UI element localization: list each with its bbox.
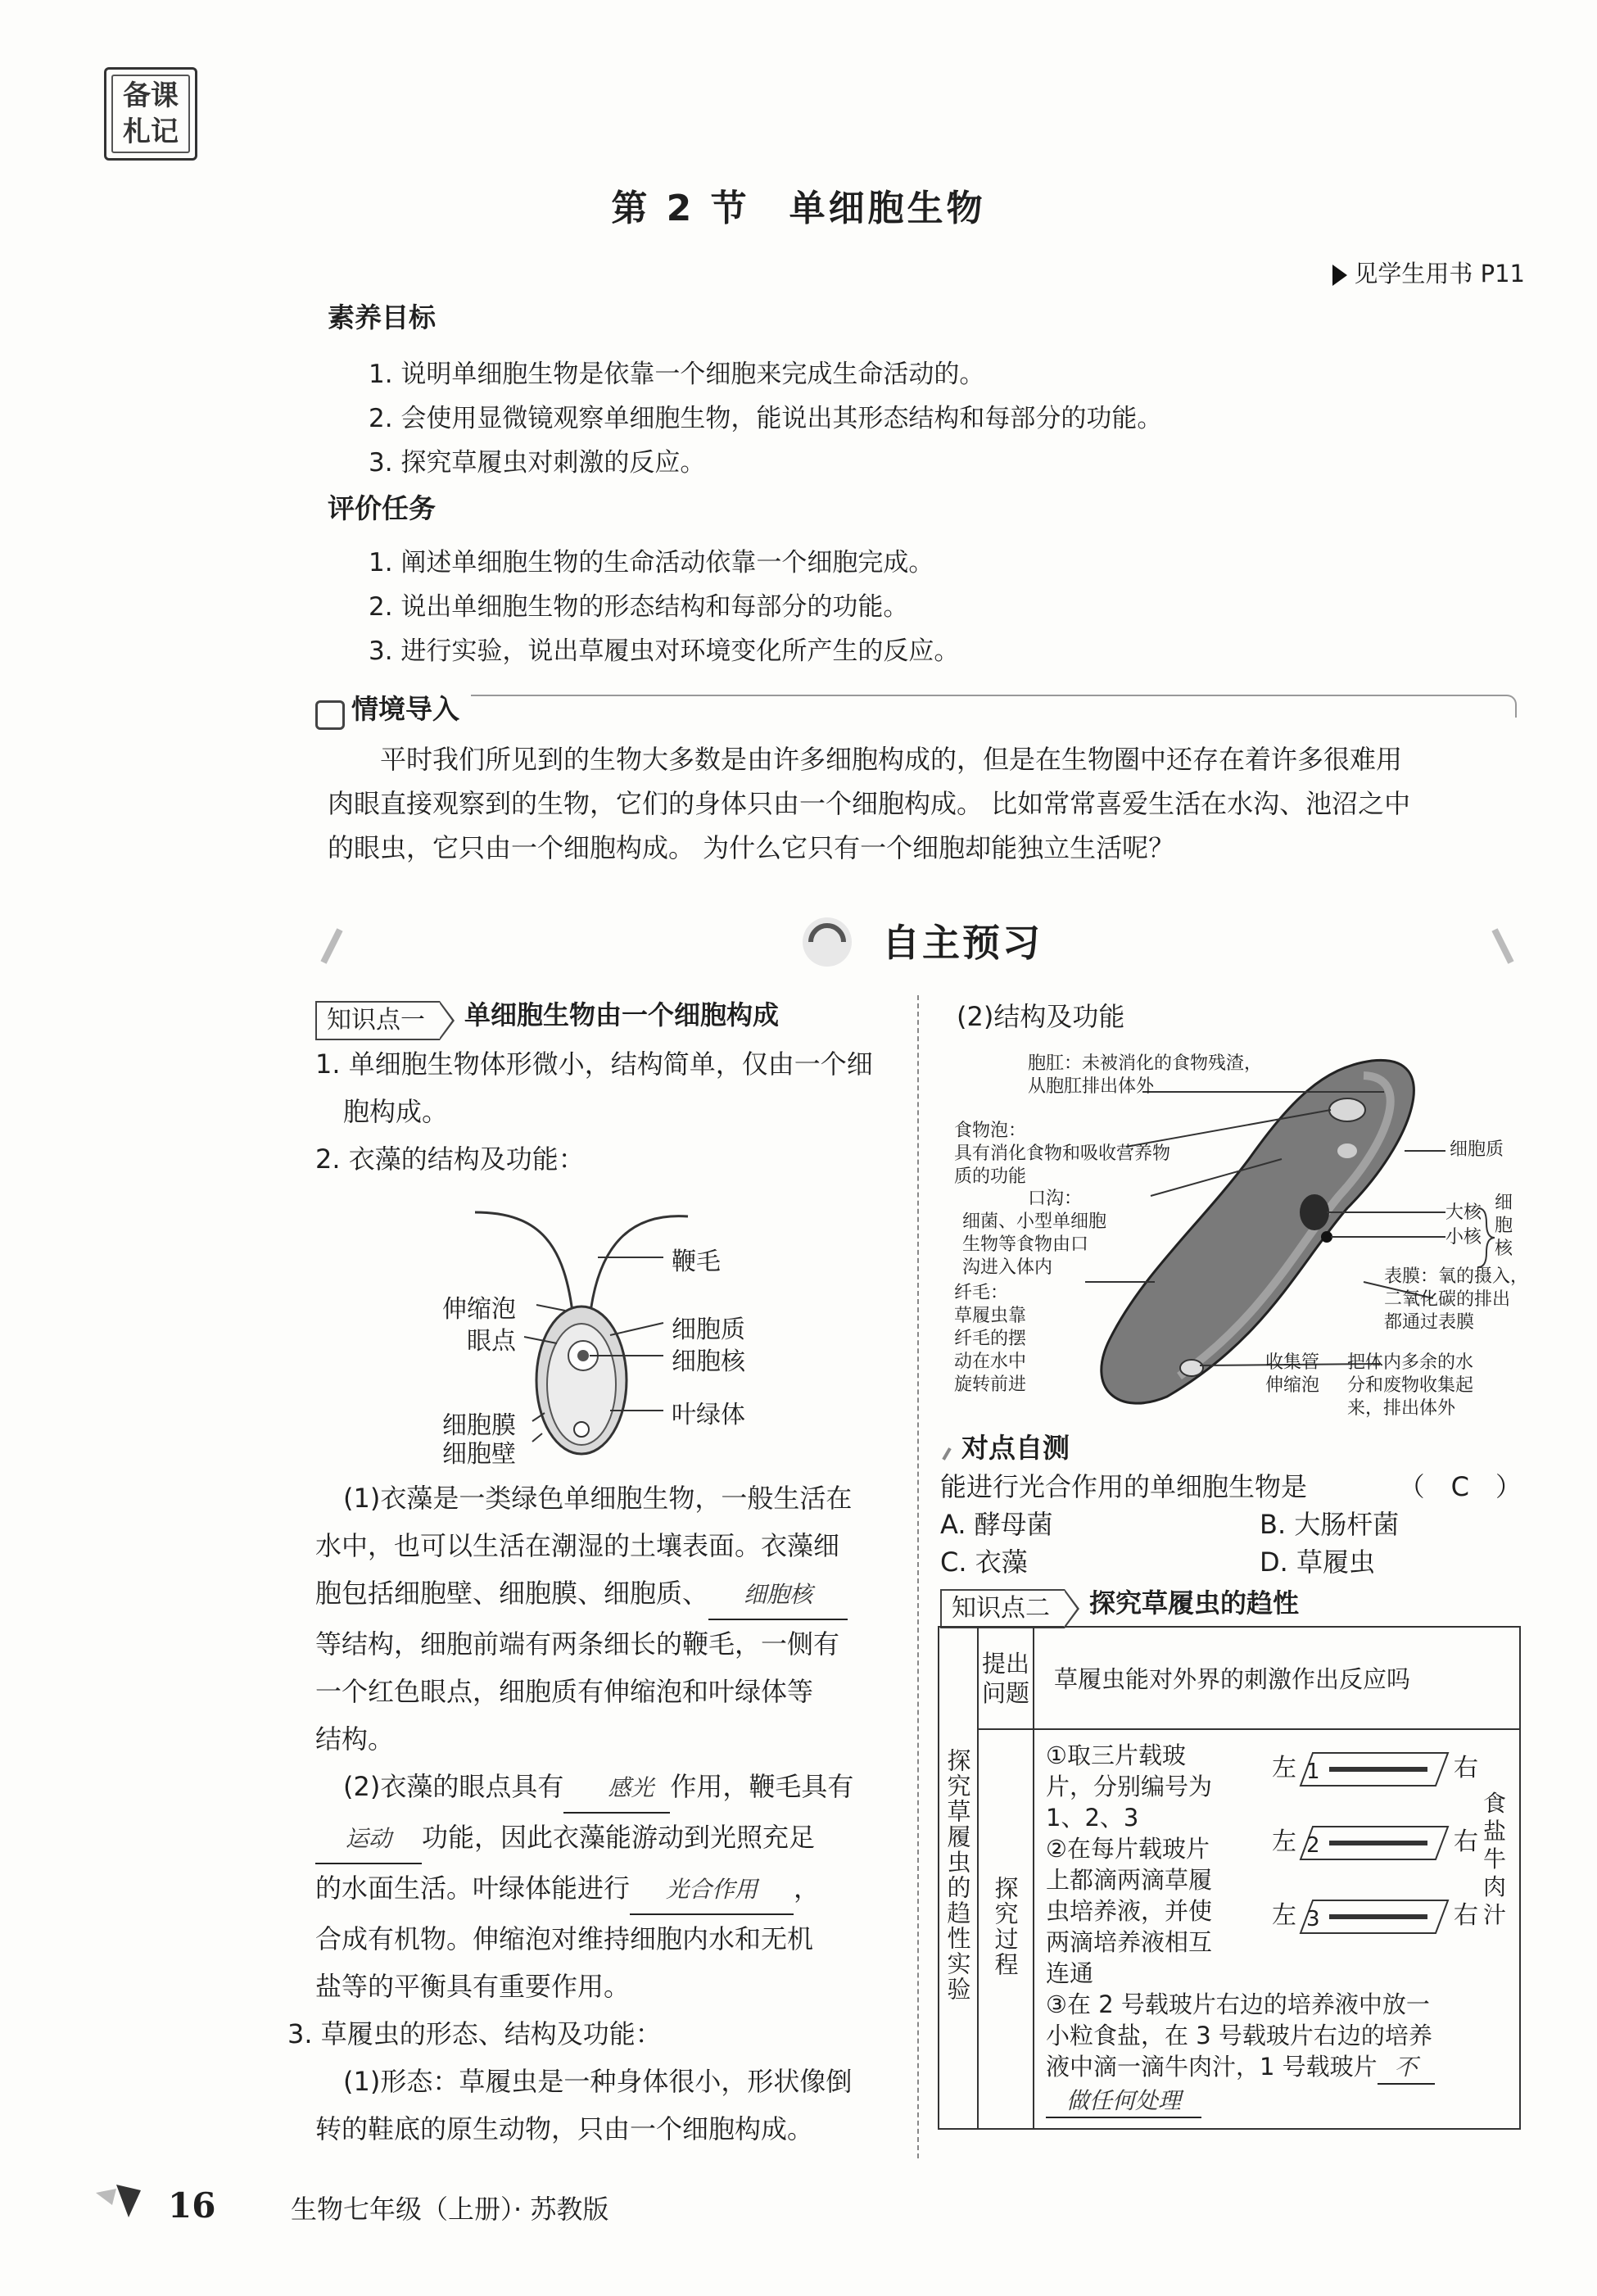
cilia-line: 旋转前进 <box>954 1374 1027 1395</box>
pellicle-line: 都通过表膜 <box>1384 1312 1475 1333</box>
book-icon <box>315 700 345 730</box>
column-divider <box>917 995 919 2158</box>
kp1-title: 单细胞生物由一个细胞构成 <box>464 999 780 1030</box>
ask-label-cell <box>978 1627 1034 1729</box>
anal-pore-line: 胞肛：未被消化的食物残渣， <box>1028 1053 1263 1074</box>
fill-no-treatment: 做任何处理 <box>1046 2085 1201 2118</box>
step-line: ①取三片载玻 <box>1046 1741 1186 1769</box>
ask-text: 草履虫能对外界的刺激作出反应吗 <box>1054 1665 1411 1693</box>
side-char: 盐 <box>1483 1818 1507 1845</box>
banner-title: 自主预习 <box>882 921 1043 965</box>
ask-label: 提出问题 <box>981 1649 1029 1707</box>
kp1-p1-line: 胞构成。 <box>343 1096 449 1127</box>
label-food-vacuole <box>954 1120 1170 1189</box>
nucleus-char: 细 <box>1495 1193 1513 1213</box>
cilia-line: 动在水中 <box>954 1352 1027 1372</box>
cilia-line: 纤毛： <box>954 1283 1009 1303</box>
step-line: ②在每片载玻片 <box>1046 1835 1210 1863</box>
slide1-left: 左 <box>1272 1754 1296 1782</box>
slide1-right: 右 <box>1454 1754 1478 1782</box>
s1-line: 水中，也可以生活在潮湿的土壤表面。衣藻细 <box>315 1530 840 1561</box>
s2-line-b <box>315 1814 905 1864</box>
step-line: 上都滴两滴草履 <box>1046 1866 1213 1894</box>
cilia-line: 草履虫靠 <box>954 1306 1027 1326</box>
s2-text: ， <box>794 1873 821 1904</box>
quiz-option: B. 大肠杆菌 <box>1260 1509 1400 1540</box>
label-flagella: 鞭毛 <box>672 1248 721 1276</box>
intro-line: 肉眼直接观察到的生物，它们的身体只由一个细胞构成。 比如常常喜爱生活在水沟、池沼之中 <box>328 788 1411 819</box>
process-cell <box>1034 1729 1520 2129</box>
quiz-option: C. 衣藻 <box>940 1547 1028 1578</box>
kp2-title: 探究草履虫的趋性 <box>1089 1587 1300 1619</box>
s2-line: 合成有机物。伸缩泡对维持细胞内水和无机 <box>315 1923 814 1954</box>
collect-fn-line: 来，排出体外 <box>1347 1398 1456 1419</box>
s2-text: 的水面生活。叶绿体能进行 <box>315 1873 631 1904</box>
kp1-p1-line: 1. 单细胞生物体形微小，结构简单，仅由一个细 <box>315 1048 873 1080</box>
oral-groove-line: 细菌、小型单细胞 <box>962 1211 1107 1232</box>
nucleus-char: 胞 <box>1495 1216 1513 1236</box>
label-cytoplasm-p: 细胞质 <box>1450 1139 1504 1160</box>
task-item: 1. 阐述单细胞生物的生命活动依靠一个细胞完成。 <box>369 548 934 577</box>
s1-line: 一个红色眼点，细胞质有伸缩泡和叶绿体等 <box>315 1676 814 1707</box>
slide3-left: 左 <box>1272 1901 1296 1930</box>
paramecium-subheading: (2)结构及功能 <box>957 1001 1125 1032</box>
label-cytoplasm: 细胞质 <box>672 1316 745 1344</box>
task-item: 3. 进行实验，说出草履虫对环境变化所产生的反应。 <box>369 636 960 666</box>
cilia-line: 纤毛的摆 <box>954 1329 1027 1349</box>
row-label-text: 探究草履虫的趋性实验 <box>943 1748 972 2002</box>
nucleus-char: 核 <box>1495 1239 1513 1259</box>
kp1-tag: 知识点一 <box>315 1001 440 1040</box>
s2-text: 功能，因此衣藻能游动到光照充足 <box>422 1822 816 1853</box>
label-anal-pore <box>1028 1053 1262 1098</box>
collect-fn-line: 分和废物收集起 <box>1347 1375 1474 1396</box>
quiz-mark-icon <box>942 1447 951 1460</box>
label-contractile-vacuole: 伸缩泡 <box>442 1295 516 1324</box>
label-nucleus: 细胞核 <box>672 1347 745 1376</box>
quiz-heading: 对点自测 <box>961 1432 1070 1464</box>
page-number: 16 <box>168 2185 216 2226</box>
label-membrane: 细胞膜 <box>442 1411 516 1440</box>
tasks-list <box>369 541 959 673</box>
table-row-label <box>939 1627 978 2129</box>
note-tag <box>104 67 197 161</box>
s1-line: 等结构，细胞前端有两条细长的鞭毛，一侧有 <box>315 1628 840 1660</box>
goals-heading: 素养目标 <box>328 301 436 333</box>
slides-figure <box>1272 1745 1509 1990</box>
step-line: 连通 <box>1046 1959 1094 1987</box>
fill-movement: 运动 <box>315 1815 422 1864</box>
note-tag-line1: 备课 <box>123 79 179 112</box>
slide2-left: 左 <box>1272 1827 1296 1856</box>
label-eyespot: 眼点 <box>467 1327 516 1356</box>
tasks-heading: 评价任务 <box>328 492 436 524</box>
label-oral-groove <box>962 1188 1106 1279</box>
intro-text <box>328 737 1515 870</box>
s3-line: (1)形态：草履虫是一种身体很小，形状像倒 <box>343 2066 853 2097</box>
oral-groove-line: 口沟： <box>1028 1189 1083 1209</box>
s1-text: 胞包括细胞壁、细胞膜、细胞质、 <box>315 1578 709 1609</box>
s2-text: (2)衣藻的眼点具有 <box>343 1771 564 1802</box>
fill-photosynthesis: 光合作用 <box>630 1866 794 1915</box>
kp2-tag: 知识点二 <box>940 1589 1065 1628</box>
book-title: 生物七年级（上册）· 苏教版 <box>291 2194 609 2225</box>
s3-line: 转的鞋底的原生动物，只由一个细胞构成。 <box>315 2113 814 2144</box>
label-chloroplast: 叶绿体 <box>672 1401 745 1429</box>
label-micronucleus: 小核 <box>1445 1227 1482 1248</box>
step3-line-fill <box>1046 2085 1519 2118</box>
note-tag-line2: 札记 <box>123 115 179 148</box>
step3-line-fill <box>1046 2051 1519 2085</box>
goal-item: 3. 探究草履虫对刺激的反应。 <box>369 448 706 478</box>
step3-text: 液中滴一滴牛肉汁，1 号载玻片 <box>1046 2053 1378 2081</box>
s2-text: 作用，鞭毛具有 <box>670 1771 854 1802</box>
book-reference-text: 见学生用书 P11 <box>1354 260 1525 288</box>
label-collect-function <box>1347 1352 1473 1420</box>
food-vacuole-line: 质的功能 <box>954 1166 1027 1187</box>
step3-line: 小粒食盐，在 3 号载玻片右边的培养 <box>1046 2022 1432 2049</box>
goal-item: 1. 说明单细胞生物是依靠一个细胞来完成生命活动的。 <box>369 360 985 389</box>
slide2-right: 右 <box>1454 1827 1478 1856</box>
intro-line: 的眼虫，它只由一个细胞构成。 为什么它只有一个细胞却能独立生活呢？ <box>328 832 1175 863</box>
oral-groove-line: 生物等食物由口 <box>962 1234 1089 1255</box>
goal-item: 2. 会使用显微镜观察单细胞生物，能说出其形态结构和每部分的功能。 <box>369 404 1163 433</box>
pellicle-line: 二氧化碳的排出 <box>1384 1289 1511 1310</box>
kp1-p2: 2. 衣藻的结构及功能： <box>315 1143 585 1175</box>
intro-frame <box>315 695 1517 718</box>
slide1-num: 1 <box>1306 1759 1320 1784</box>
slide3-num: 3 <box>1306 1907 1320 1931</box>
fill-no: 不 <box>1378 2052 1435 2085</box>
quiz-options-row <box>940 1506 1522 1543</box>
label-cell-nucleus <box>1495 1192 1513 1261</box>
section-banner <box>315 905 1519 979</box>
slide3-right: 右 <box>1454 1901 1478 1930</box>
kp1-header <box>315 994 779 1040</box>
pellicle-line: 表膜：氧的摄入， <box>1384 1266 1529 1287</box>
slide-side-labels <box>1483 1790 1506 1929</box>
step-line: 两滴培养液相互 <box>1046 1928 1213 1956</box>
intro-heading: 情境导入 <box>351 693 459 725</box>
chlamydomonas-diagram <box>442 1196 803 1474</box>
ask-text-cell <box>1034 1627 1520 1729</box>
proc-label-cell <box>978 1729 1034 2129</box>
label-collecting-canal <box>1265 1352 1319 1397</box>
step3-line: ③在 2 号载玻片右边的培养液中放一 <box>1046 1990 1430 2018</box>
label-wall: 细胞壁 <box>442 1440 516 1469</box>
quiz-option: D. 草履虫 <box>1260 1547 1375 1578</box>
kp2-header <box>940 1583 1299 1628</box>
quiz-option: A. 酵母菌 <box>940 1509 1053 1540</box>
quiz-heading-wrap <box>940 1427 1070 1465</box>
food-vacuole-line: 食物泡： <box>954 1121 1027 1141</box>
page-title: 第 2 节 单细胞生物 <box>611 188 986 229</box>
intro-line: 平时我们所见到的生物大多数是由许多细胞构成的，但是在生物圈中还存在着许多很难用 <box>380 744 1403 775</box>
intro-heading-wrap <box>315 688 471 730</box>
s1-line: (1)衣藻是一类绿色单细胞生物，一般生活在 <box>343 1483 853 1514</box>
fill-light-sensing: 感光 <box>563 1764 670 1814</box>
quiz-options-row <box>940 1543 1522 1581</box>
arrow-icon <box>1332 265 1347 286</box>
kp1-body <box>315 1040 905 1183</box>
quiz-question-row <box>940 1468 1522 1506</box>
step-line: 片，分别编号为 <box>1046 1773 1213 1800</box>
slide2-num: 2 <box>1306 1833 1320 1858</box>
side-char: 食 <box>1483 1790 1507 1817</box>
label-macronucleus: 大核 <box>1445 1202 1482 1223</box>
anal-pore-line: 从胞肛排出体外 <box>1028 1076 1155 1097</box>
collect-line: 收集管 <box>1265 1352 1320 1373</box>
collect-fn-line: 把体内多余的水 <box>1347 1352 1474 1373</box>
step-line: 1、2、3 <box>1046 1804 1139 1832</box>
food-vacuole-line: 具有消化食物和吸收营养物 <box>954 1143 1171 1164</box>
label-cilia <box>954 1282 1026 1397</box>
s1-line: 结构。 <box>315 1723 395 1755</box>
s2-line: 盐等的平衡具有重要作用。 <box>315 1971 631 2002</box>
fill-nucleus: 细胞核 <box>708 1571 848 1620</box>
quiz-question: 能进行光合作用的单细胞生物是 <box>940 1471 1308 1502</box>
side-char: 肉 <box>1483 1873 1507 1900</box>
s2-line-a <box>315 1763 905 1814</box>
task-item: 2. 说出单细胞生物的形态结构和每部分的功能。 <box>369 592 909 622</box>
paramecium-diagram <box>954 1044 1529 1421</box>
side-char: 牛 <box>1483 1845 1507 1873</box>
book-reference <box>1332 256 1525 289</box>
quiz-answer: （ C ） <box>1398 1471 1522 1502</box>
label-pellicle <box>1384 1266 1528 1334</box>
quiz <box>940 1468 1522 1581</box>
process-steps <box>1046 1740 1267 1989</box>
oral-groove-line: 沟进入体内 <box>962 1257 1053 1278</box>
kp1-s1 <box>287 1474 905 2153</box>
kp1-p3: 3. 草履虫的形态、结构及功能： <box>287 2018 662 2049</box>
footer-decoration <box>92 2181 149 2221</box>
goals-list <box>369 352 1162 485</box>
s2-line-c <box>315 1864 905 1915</box>
step-line: 虫培养液，并使 <box>1046 1897 1213 1925</box>
experiment-table <box>938 1626 1521 2130</box>
s1-line-fill <box>315 1569 905 1620</box>
side-char: 汁 <box>1483 1901 1507 1928</box>
proc-label: 探究过程 <box>991 1875 1020 1977</box>
collect-line: 伸缩泡 <box>1265 1375 1320 1396</box>
